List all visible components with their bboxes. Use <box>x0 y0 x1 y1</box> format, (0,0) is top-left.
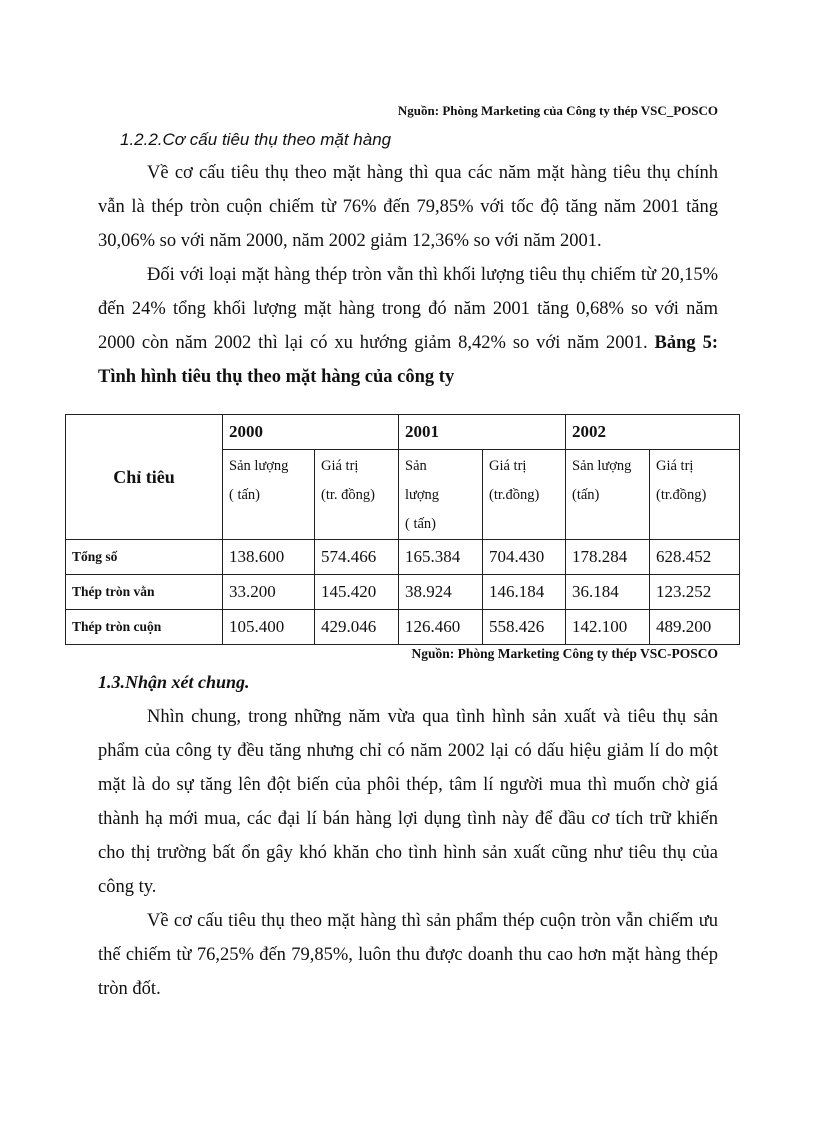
table-cell: 138.600 <box>223 540 315 575</box>
table-cell: 123.252 <box>650 575 740 610</box>
table-cell: 145.420 <box>315 575 399 610</box>
table-row <box>66 575 740 610</box>
paragraph-3: Nhìn chung, trong những năm vừa qua tình hình sản xuất và tiêu thụ sản phẩm của công ty đều tăng nhưng chỉ có năm 2002 lại có dấu hiệu giảm lí do một mặt là do sự tăng lên đột biến của phôi thép, tâm lí người mua thì muốn chờ giá thành hạ mới mua, các đại lí bán hàng lợi dụng tình này để đầu cơ tích trữ khiến cho thị trường bất ổn gây khó khăn cho tình hình sản xuất cũng như tiêu thụ của công ty. <box>98 707 718 897</box>
subheader-cell: Giá trị (tr.đồng) <box>483 450 566 540</box>
row-label: Thép tròn cuộn <box>66 610 223 645</box>
table-cell: 36.184 <box>566 575 650 610</box>
paragraph-1: Về cơ cấu tiêu thụ theo mặt hàng thì qua các năm mặt hàng tiêu thụ chính vẫn là thép tròn cuộn chiếm từ 76% đến 79,85% với tốc độ tăng năm 2001 tăng 30,06% so với năm 2000, năm 2002 giảm 12,36% so với năm 2001. <box>98 163 718 251</box>
year-header: 2002 <box>566 415 740 450</box>
table-cell: 105.400 <box>223 610 315 645</box>
table-cell: 38.924 <box>399 575 483 610</box>
subheader-cell: Sản lượng ( tấn) <box>223 450 315 540</box>
source-note-top: Nguồn: Phòng Marketing của Công ty thép VSC_POSCO <box>397 103 718 118</box>
text-block-2 <box>98 700 718 904</box>
section-heading-1-3: 1.3.Nhận xét chung. <box>98 672 250 692</box>
table-cell: 178.284 <box>566 540 650 575</box>
table-cell: 429.046 <box>315 610 399 645</box>
table-year-row <box>66 415 740 450</box>
table-cell: 146.184 <box>483 575 566 610</box>
table-cell: 33.200 <box>223 575 315 610</box>
subheader-cell: Giá trị (tr. đồng) <box>315 450 399 540</box>
year-header: 2001 <box>399 415 566 450</box>
section-heading-1-2-2: 1.2.2.Cơ cấu tiêu thụ theo mặt hàng <box>120 130 392 149</box>
table-cell: 574.466 <box>315 540 399 575</box>
table-row <box>66 610 740 645</box>
row-label: Thép tròn vằn <box>66 575 223 610</box>
source-note-bottom: Nguồn: Phòng Marketing Công ty thép VSC-POSCO <box>411 646 718 661</box>
text-block-1 <box>98 156 718 394</box>
subheader-cell: Sản lượng ( tấn) <box>399 450 483 540</box>
table-cell: 704.430 <box>483 540 566 575</box>
subheader-cell: Giá trị (tr.đồng) <box>650 450 740 540</box>
table-cell: 628.452 <box>650 540 740 575</box>
paragraph-2-text: Đối với loại mặt hàng thép tròn vằn thì khối lượng tiêu thụ chiếm từ 20,15% đến 24% tổng khối lượng mặt hàng trong đó năm 2001 tăng 0,68% so với năm 2000 còn năm 2002 thì lại có xu hướng giảm 8,42% so với năm 2001. <box>98 265 718 353</box>
consumption-table <box>65 414 740 645</box>
text-block-3 <box>98 904 718 1006</box>
paragraph-4: Về cơ cấu tiêu thụ theo mặt hàng thì sản phẩm thép cuộn tròn vẫn chiếm ưu thế chiếm từ 76,25% đến 79,85%, luôn thu được doanh thu cao hơn mặt hàng thép tròn đốt. <box>98 911 718 999</box>
table-row <box>66 540 740 575</box>
table-cell: 165.384 <box>399 540 483 575</box>
table-cell: 126.460 <box>399 610 483 645</box>
year-header: 2000 <box>223 415 399 450</box>
table-corner-label: Chỉ tiêu <box>66 415 223 540</box>
subheader-cell: Sản lượng (tấn) <box>566 450 650 540</box>
table-cell: 142.100 <box>566 610 650 645</box>
row-label: Tổng số <box>66 540 223 575</box>
table-cell: 558.426 <box>483 610 566 645</box>
paragraph-2 <box>98 258 718 394</box>
table-caption: Bảng 5: Tình hình tiêu thụ theo mặt hàng của công ty <box>98 333 718 387</box>
table-cell: 489.200 <box>650 610 740 645</box>
consumption-table-wrapper <box>65 414 739 645</box>
